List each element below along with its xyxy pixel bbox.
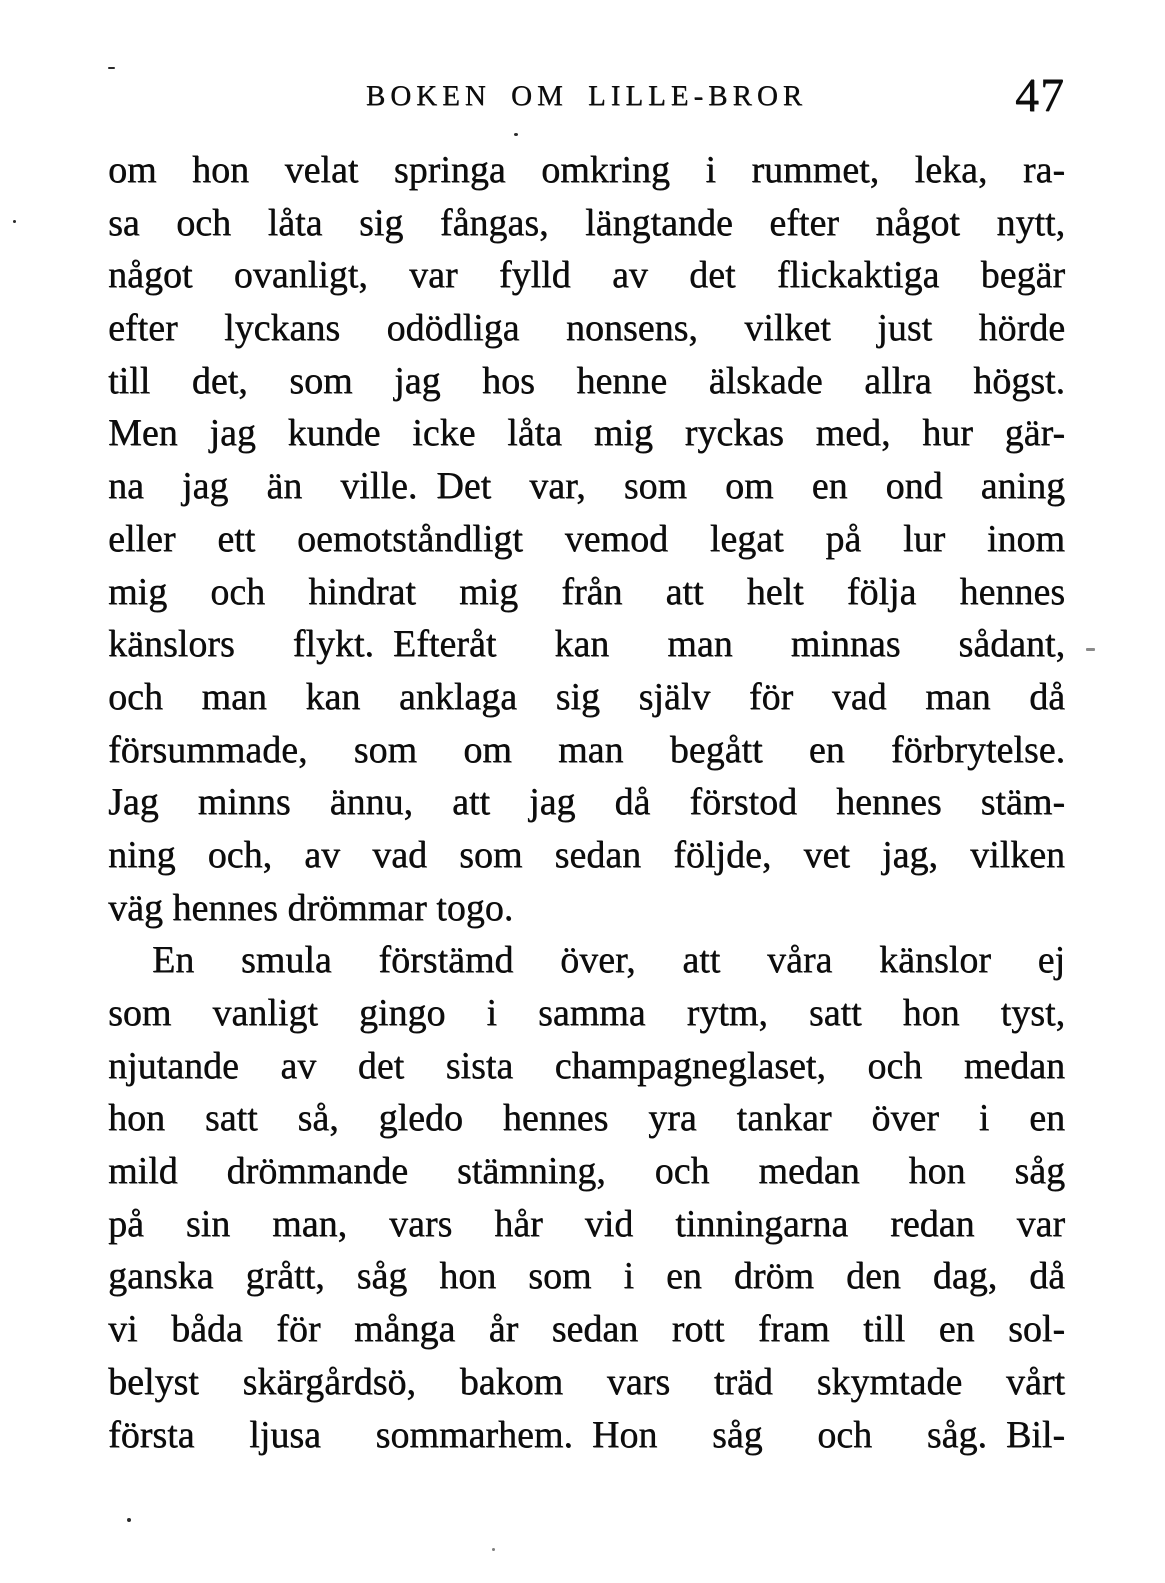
text-block [108, 144, 1065, 1461]
text-line: efter lyckans odödliga nonsens, vilket just hörde [108, 307, 1065, 350]
text-line: känslors flykt. Efteråt kan man minnas sådant, [108, 623, 1065, 666]
scan-speck [492, 1548, 495, 1551]
scan-speck [514, 133, 518, 136]
text-line: om hon velat springa omkring i rummet, leka, ra- [108, 149, 1065, 191]
text-line: som vanligt gingo i samma rytm, satt hon tyst, [108, 992, 1065, 1034]
chapter-title: BOKEN OM LILLE-BROR [365, 80, 808, 112]
page-number: 47 [1015, 69, 1065, 122]
text-line: mild drömmande stämning, och medan hon såg [108, 1150, 1065, 1193]
text-line: na jag än ville. Det var, som om en ond aning [108, 465, 1065, 508]
text-line: belyst skärgårdsö, bakom vars träd skymtade vårt [108, 1360, 1065, 1403]
scan-speck [127, 1518, 131, 1522]
text-line: Men jag kunde icke låta mig ryckas med, hur gär- [108, 412, 1065, 455]
text-line: första ljusa sommarhem. Hon såg och såg. Bil- [108, 1413, 1065, 1456]
text-line: En smula förstämd över, att våra känslor ej [152, 939, 1065, 982]
text-line: och man kan anklaga sig själv för vad man då [108, 675, 1065, 718]
text-line: hon satt så, gledo hennes yra tankar över i en [108, 1097, 1065, 1140]
text-line: försummade, som om man begått en förbrytelse. [108, 728, 1065, 771]
text-line: ganska grått, såg hon som i en dröm den dag, då [108, 1255, 1065, 1298]
text-line: mig och hindrat mig från att helt följa hennes [108, 570, 1065, 613]
text-line: till det, som jag hos henne älskade allra högst. [108, 359, 1065, 402]
text-line: sa och låta sig fångas, längtande efter något nytt, [108, 201, 1065, 244]
text-line: väg hennes drömmar togo. [108, 886, 514, 929]
running-header [108, 69, 1065, 122]
scan-speck [13, 220, 16, 223]
text-line: eller ett oemotståndligt vemod legat på lur inom [108, 517, 1065, 560]
text-line: ning och, av vad som sedan följde, vet jag, vilken [108, 833, 1065, 876]
text-line: på sin man, vars hår vid tinningarna redan var [108, 1202, 1065, 1245]
scan-speck [1086, 648, 1095, 651]
text-line: Jag minns ännu, att jag då förstod hennes stäm- [108, 781, 1065, 824]
text-line: njutande av det sista champagneglaset, och medan [108, 1044, 1065, 1087]
scan-speck [108, 67, 115, 69]
text-line: vi båda för många år sedan rott fram till en sol- [108, 1308, 1065, 1351]
text-line: något ovanligt, var fylld av det flickaktiga begär [108, 254, 1065, 297]
